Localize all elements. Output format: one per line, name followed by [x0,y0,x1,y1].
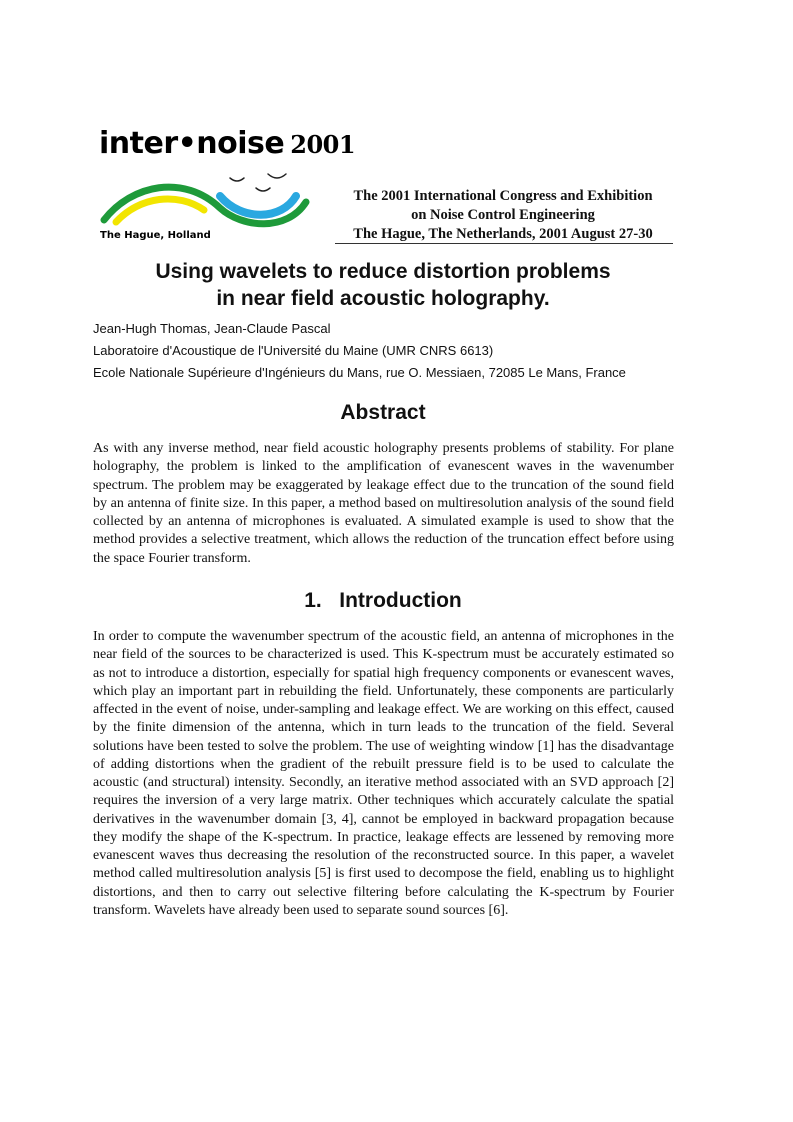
conference-logo [92,122,356,250]
conference-line-1: The 2001 International Congress and Exhibition [353,188,653,204]
logo-blue-wave [220,196,296,215]
introduction-heading: 1. Introduction [304,589,462,612]
affiliation-1: Laboratoire d'Acoustique de l'Université du Maine (UMR CNRS 6613) [93,343,494,358]
logo-bird-1 [230,178,244,181]
logo-year: 2001 [290,130,356,159]
conference-line-3: The Hague, The Netherlands, 2001 August 27-30 [353,226,653,242]
logo-bird-2 [256,188,270,191]
header-rule [335,243,673,244]
authors: Jean-Hugh Thomas, Jean-Claude Pascal [93,321,331,336]
author-block [93,318,626,384]
abstract-heading: Abstract [340,401,426,424]
logo-location: The Hague, Holland [100,230,211,241]
logo-brand: inter•noise [99,126,285,161]
introduction-text: In order to compute the wavenumber spectrum of the acoustic field, an antenna of microphones in the near field of the sources to be characterized is used. This K-spectrum must be accurately estimated so as not to introduce a distortion, especially for spatial high frequency components or evanescent waves, which play an important part in rebuilding the field. Unfortunately, these components are particularly affected in the event of noise, under-sampling and leakage effect. We are working on this effect, caused by the finite dimension of the antenna, which in turn leads to the truncation of the field. Several solutions have been tested to solve the problem. The use of weighting window [1] has the disadvantage of adding distortions when the gradient of the rebuilt pressure field is to be used to calculate the acoustic (and structural) intensity. Secondly, an iterative method associated with an SVD approach [2] requires the inversion of a very large matrix. Other techniques which accurately calculate the spatial derivatives in the wavenumber domain [3, 4], cannot be employed in backward propagation because they modify the shape of the K-spectrum. In practice, leakage effects are lessened by removing more evanescent waves thus decreasing the resolution of the reconstructed source. In this paper, a wavelet method called multiresolution analysis [5] is first used to decompose the field, enabling us to highlight distortions, and then to carry out selective filtering before calculating the K-spectrum by Fourier transform. Wavelets have already been used to separate sound sources [6]. [93,629,674,918]
conference-line-2: on Noise Control Engineering [411,207,595,223]
paper-title-line-2: in near field acoustic holography. [216,287,550,310]
paper-title-line-1: Using wavelets to reduce distortion problems [155,260,611,283]
paper-title [93,258,673,312]
logo-yellow-wave [116,199,204,222]
abstract-text: As with any inverse method, near field acoustic holography presents problems of stability. For plane holography, the problem is linked to the amplification of evanescent waves in the wavenumber spectrum. The problem may be exaggerated by leakage effect due to the truncation of the sound field by an antenna of finite size. In this paper, a method based on multiresolution analysis of the sound field collected by an antenna of microphones is evaluated. A simulated example is used to show that the method provides a selective treatment, which allows the reduction of the truncation effect before using the space Fourier transform. [93,441,674,566]
affiliation-2: Ecole Nationale Supérieure d'Ingénieurs du Mans, rue O. Messiaen, 72085 Le Mans, France [93,365,626,380]
wave-logo-icon [92,166,332,232]
logo-wordmark [99,124,355,165]
conference-info [335,187,671,244]
logo-bird-3 [268,174,286,178]
